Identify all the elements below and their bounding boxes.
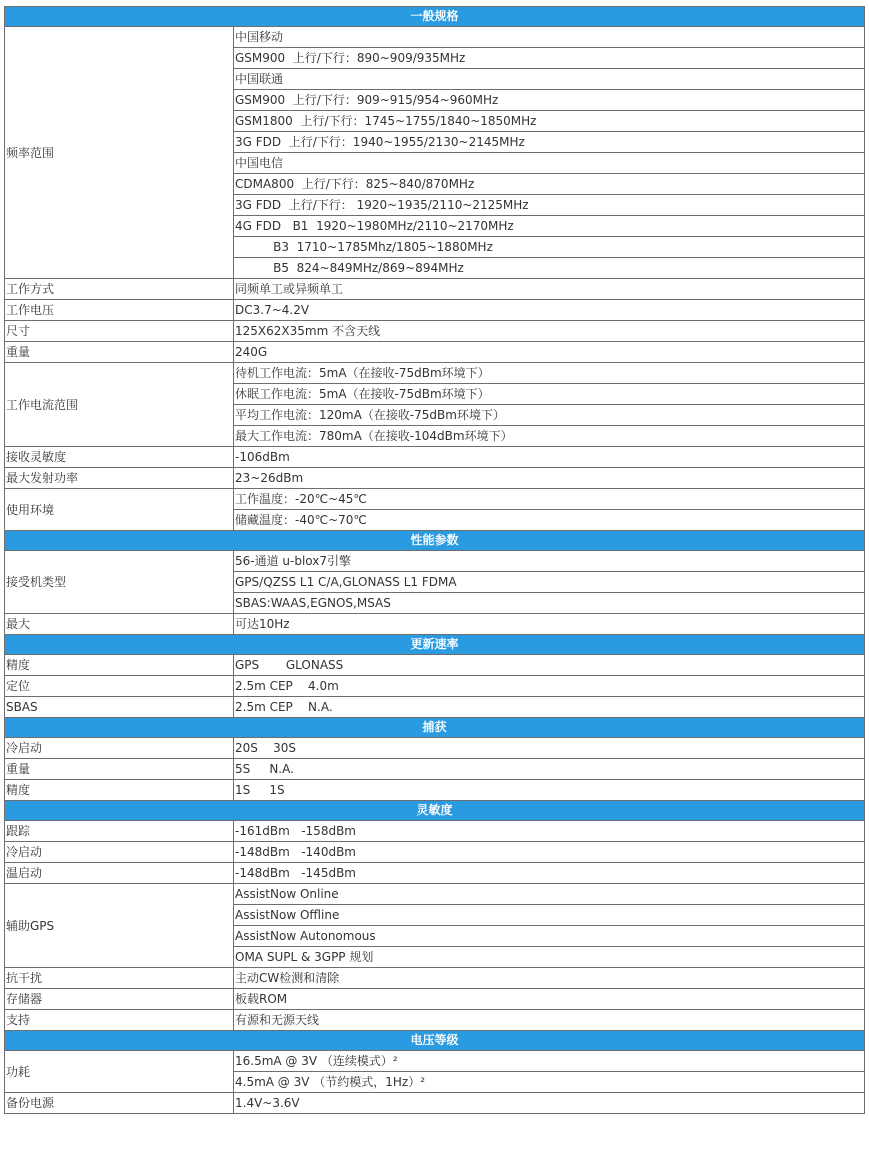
spec-label: 尺寸 [5,321,234,342]
spec-value: GSM900 上行/下行：890~909/935MHz [234,48,865,69]
spec-label: 备份电源 [5,1093,234,1114]
spec-row [5,363,865,384]
spec-row [5,614,865,635]
spec-label: 使用环境 [5,489,234,531]
spec-label: 冷启动 [5,842,234,863]
spec-label: 最大 [5,614,234,635]
spec-row [5,468,865,489]
spec-label: 最大发射功率 [5,468,234,489]
spec-row [5,655,865,676]
spec-value: GSM1800 上行/下行：1745~1755/1840~1850MHz [234,111,865,132]
spec-value: GPS GLONASS [234,655,865,676]
section-header: 更新速率 [5,635,865,655]
spec-value: 中国电信 [234,153,865,174]
spec-label: 冷启动 [5,738,234,759]
spec-value: 休眠工作电流：5mA（在接收-75dBm环境下） [234,384,865,405]
spec-row [5,489,865,510]
spec-value: 16.5mA @ 3V （连续模式）² [234,1051,865,1072]
spec-label: 辅助GPS [5,884,234,968]
spec-value: -106dBm [234,447,865,468]
spec-value: 待机工作电流：5mA（在接收-75dBm环境下） [234,363,865,384]
spec-value: -161dBm -158dBm [234,821,865,842]
spec-table [4,6,865,1114]
spec-row [5,300,865,321]
spec-label: 精度 [5,655,234,676]
section-header-row [5,718,865,738]
spec-row [5,968,865,989]
spec-value: 3G FDD 上行/下行： 1920~1935/2110~2125MHz [234,195,865,216]
spec-value: 4G FDD B1 1920~1980MHz/2110~2170MHz [234,216,865,237]
spec-row [5,447,865,468]
spec-row [5,842,865,863]
spec-row [5,989,865,1010]
spec-row [5,279,865,300]
spec-label: 工作方式 [5,279,234,300]
spec-row [5,321,865,342]
spec-value: CDMA800 上行/下行：825~840/870MHz [234,174,865,195]
spec-label: 温启动 [5,863,234,884]
spec-value: AssistNow Online [234,884,865,905]
spec-value: 工作温度：-20℃~45℃ [234,489,865,510]
spec-value: 125X62X35mm 不含天线 [234,321,865,342]
section-header-row [5,531,865,551]
spec-value: 2.5m CEP 4.0m [234,676,865,697]
spec-value: 主动CW检测和清除 [234,968,865,989]
section-header: 灵敏度 [5,801,865,821]
spec-label: 精度 [5,780,234,801]
section-header-row [5,635,865,655]
spec-value: 储藏温度：-40℃~70℃ [234,510,865,531]
spec-value: 4.5mA @ 3V （节约模式，1Hz）² [234,1072,865,1093]
spec-row [5,1093,865,1114]
spec-label: 支持 [5,1010,234,1031]
spec-value: GSM900 上行/下行：909~915/954~960MHz [234,90,865,111]
section-header: 性能参数 [5,531,865,551]
spec-value: SBAS:WAAS,EGNOS,MSAS [234,593,865,614]
spec-label: 频率范围 [5,27,234,279]
spec-label: 重量 [5,342,234,363]
spec-value: 240G [234,342,865,363]
spec-row [5,738,865,759]
spec-label: 功耗 [5,1051,234,1093]
spec-value: 3G FDD 上行/下行：1940~1955/2130~2145MHz [234,132,865,153]
spec-table-body [5,7,865,1114]
spec-value: -148dBm -140dBm [234,842,865,863]
section-header-row [5,7,865,27]
section-header: 捕获 [5,718,865,738]
spec-label: 跟踪 [5,821,234,842]
spec-value: 同频单工或异频单工 [234,279,865,300]
spec-row [5,1051,865,1072]
spec-value: 56-通道 u-blox7引擎 [234,551,865,572]
spec-label: 接受机类型 [5,551,234,614]
spec-label: 工作电流范围 [5,363,234,447]
spec-value: 1S 1S [234,780,865,801]
spec-value: 最大工作电流：780mA（在接收-104dBm环境下） [234,426,865,447]
spec-value: 板载ROM [234,989,865,1010]
spec-value: DC3.7~4.2V [234,300,865,321]
spec-value: 可达10Hz [234,614,865,635]
spec-label: 工作电压 [5,300,234,321]
spec-label: 重量 [5,759,234,780]
section-header: 一般规格 [5,7,865,27]
spec-value: 有源和无源天线 [234,1010,865,1031]
spec-row [5,821,865,842]
spec-row [5,697,865,718]
spec-value: OMA SUPL & 3GPP 规划 [234,947,865,968]
spec-row [5,27,865,48]
spec-label: 抗干扰 [5,968,234,989]
spec-row [5,676,865,697]
spec-row [5,342,865,363]
spec-value: B3 1710~1785Mhz/1805~1880MHz [234,237,865,258]
spec-value: 1.4V~3.6V [234,1093,865,1114]
spec-value: GPS/QZSS L1 C/A,GLONASS L1 FDMA [234,572,865,593]
spec-row [5,759,865,780]
spec-value: 中国联通 [234,69,865,90]
spec-row [5,551,865,572]
spec-value: 5S N.A. [234,759,865,780]
spec-value: 2.5m CEP N.A. [234,697,865,718]
spec-value: AssistNow Offline [234,905,865,926]
spec-label: 定位 [5,676,234,697]
spec-label: 接收灵敏度 [5,447,234,468]
section-header: 电压等级 [5,1031,865,1051]
spec-value: AssistNow Autonomous [234,926,865,947]
spec-row [5,780,865,801]
section-header-row [5,1031,865,1051]
spec-value: -148dBm -145dBm [234,863,865,884]
spec-label: SBAS [5,697,234,718]
spec-row [5,1010,865,1031]
spec-label: 存储器 [5,989,234,1010]
spec-value: 平均工作电流：120mA（在接收-75dBm环境下） [234,405,865,426]
spec-value: B5 824~849MHz/869~894MHz [234,258,865,279]
spec-row [5,863,865,884]
spec-value: 20S 30S [234,738,865,759]
spec-row [5,884,865,905]
spec-value: 中国移动 [234,27,865,48]
section-header-row [5,801,865,821]
spec-value: 23~26dBm [234,468,865,489]
